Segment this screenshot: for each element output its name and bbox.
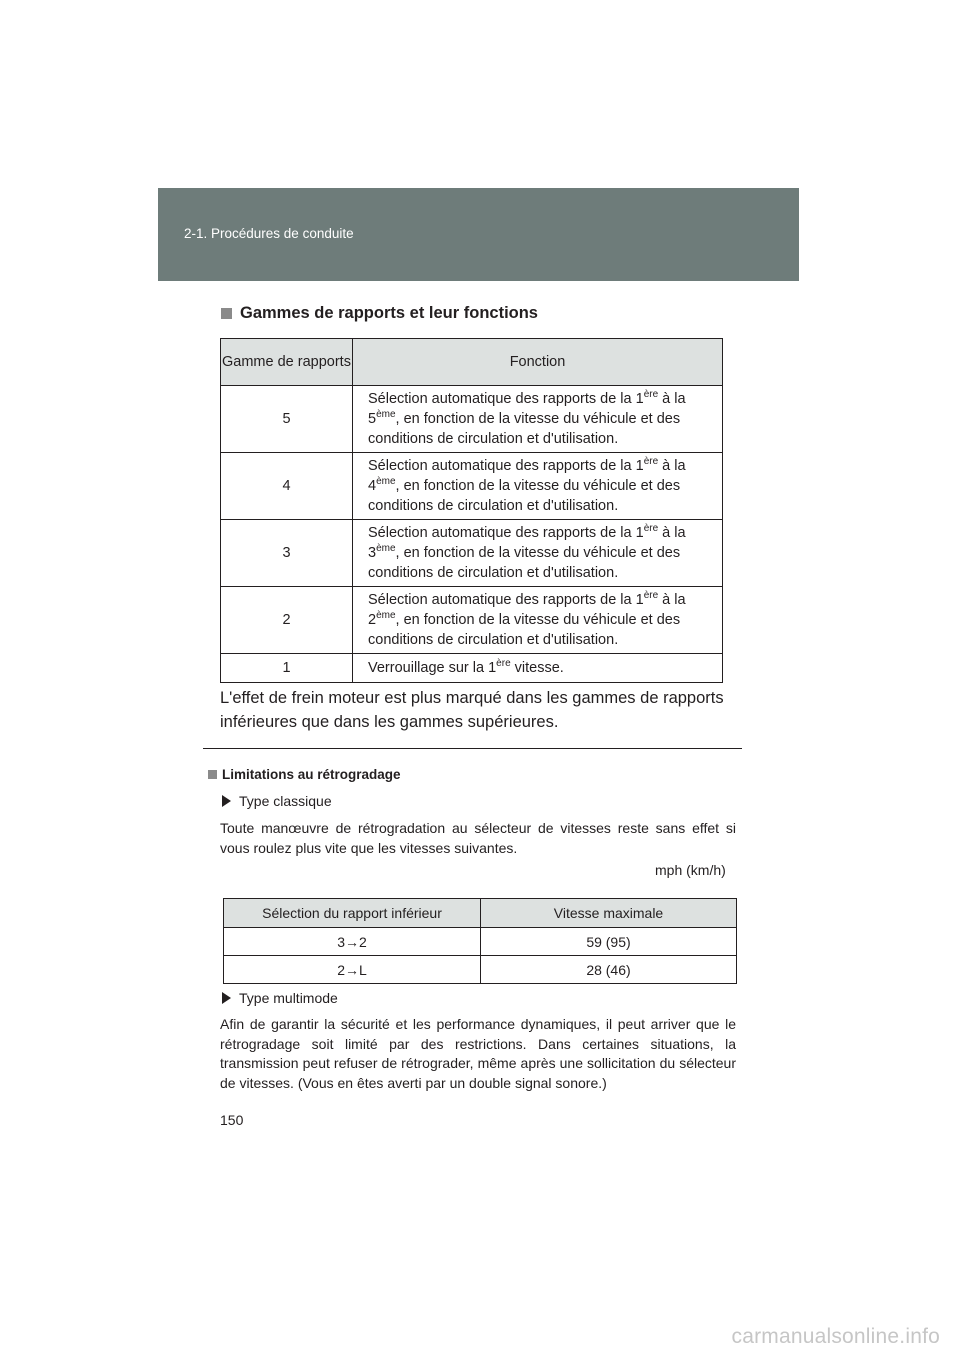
multimode-type-text: Afin de garantir la sécurité et les performance dynamiques, il peut arriver que le rétrogradage soit limité par des restrictions. Dans certaines situations, la transmission peut refuser de rétrograder, même après une sollicitation du sélecteur de vitesses. (Vous en êtes averti par un double signal sonore.) <box>220 1016 736 1091</box>
speed-unit-label: mph (km/h) <box>655 862 726 878</box>
classic-type-label: Type classique <box>222 793 332 809</box>
triangle-bullet-icon <box>222 795 231 807</box>
watermark: carmanualsonline.info <box>731 1325 940 1348</box>
multimode-type-label: Type multimode <box>222 990 338 1006</box>
table-row <box>221 453 723 520</box>
gear-cell: 3 <box>221 520 353 587</box>
selection-column-header: Sélection du rapport inférieur <box>224 899 481 928</box>
function-cell: Sélection automatique des rapports de la 1ère à la 3ème, en fonction de la vitesse du véhicule et des conditions de circulation et d'utilisation. <box>353 520 723 587</box>
downshift-limits-heading-text: Limitations au rétrogradage <box>222 767 401 782</box>
section-header-band <box>158 188 799 281</box>
table-row <box>224 928 737 956</box>
gear-cell: 5 <box>221 386 353 453</box>
table-row <box>224 956 737 984</box>
selection-cell: 3→2 <box>224 928 481 956</box>
downshift-speed-table <box>223 898 737 984</box>
gear-cell: 1 <box>221 654 353 683</box>
function-cell: Sélection automatique des rapports de la 1ère à la 2ème, en fonction de la vitesse du véhicule et des conditions de circulation et d'utilisation. <box>353 587 723 654</box>
section-title: 2-1. Procédures de conduite <box>184 226 354 241</box>
table-row <box>221 386 723 453</box>
page-number: 150 <box>220 1112 244 1128</box>
function-cell: Verrouillage sur la 1ère vitesse. <box>353 654 723 683</box>
downshift-limits-heading <box>208 767 401 782</box>
gear-cell: 4 <box>221 453 353 520</box>
gear-column-header: Gamme de rapports <box>221 339 353 386</box>
gear-cell: 2 <box>221 587 353 654</box>
function-column-header: Fonction <box>353 339 723 386</box>
max-speed-column-header: Vitesse maximale <box>481 899 737 928</box>
triangle-bullet-icon <box>222 992 231 1004</box>
square-bullet-icon <box>221 308 232 319</box>
table-row <box>221 520 723 587</box>
section-divider <box>203 748 742 749</box>
engine-brake-note: L'effet de frein moteur est plus marqué dans les gammes de rapports inférieures que dans les gammes supérieures. <box>220 689 724 731</box>
function-cell: Sélection automatique des rapports de la 1ère à la 4ème, en fonction de la vitesse du véhicule et des conditions de circulation et d'utilisation. <box>353 453 723 520</box>
square-bullet-icon <box>208 770 217 779</box>
table-row <box>221 654 723 683</box>
speed-cell: 28 (46) <box>481 956 737 984</box>
gear-ranges-heading <box>221 304 538 323</box>
classic-type-text: Toute manœuvre de rétrogradation au sélecteur de vitesses reste sans effet si vous roulez plus vite que les vitesses suivantes. <box>220 820 736 856</box>
speed-cell: 59 (95) <box>481 928 737 956</box>
gear-ranges-table <box>220 338 723 683</box>
selection-cell: 2→L <box>224 956 481 984</box>
gear-ranges-heading-text: Gammes de rapports et leur fonctions <box>240 304 538 322</box>
table-row <box>221 587 723 654</box>
function-cell: Sélection automatique des rapports de la 1ère à la 5ème, en fonction de la vitesse du véhicule et des conditions de circulation et d'utilisation. <box>353 386 723 453</box>
